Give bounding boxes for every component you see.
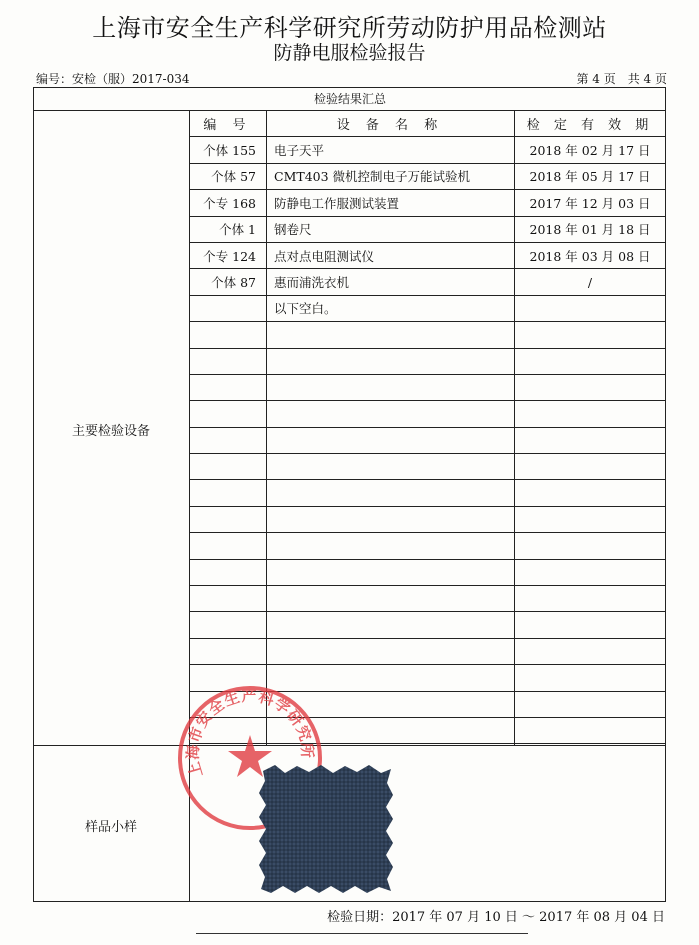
equipment-name xyxy=(266,560,514,585)
equipment-name xyxy=(266,586,514,611)
validity-date xyxy=(514,322,666,347)
table-row xyxy=(189,665,666,691)
equipment-name xyxy=(266,375,514,400)
equipment-number xyxy=(189,665,266,690)
equipment-number xyxy=(189,612,266,637)
equipment-name: 以下空白。 xyxy=(274,301,337,317)
table-row xyxy=(189,428,666,454)
table-row xyxy=(189,692,666,718)
validity-date xyxy=(514,349,666,374)
validity-date xyxy=(514,586,666,611)
equipment-name: 点对点电阻测试仪 xyxy=(274,248,375,264)
validity-date: 2017 年 12 月 03 日 xyxy=(529,195,651,211)
table-body xyxy=(189,137,666,744)
validity-date xyxy=(514,612,666,637)
equipment-name: 防静电工作服测试装置 xyxy=(274,195,400,211)
equipment-name xyxy=(266,480,514,505)
equipment-name xyxy=(266,692,514,717)
equipment-number: 个体 1 xyxy=(219,222,256,238)
bottom-rule xyxy=(196,933,528,934)
sample-section-label: 样品小样 xyxy=(84,820,137,835)
validity-date: / xyxy=(587,274,593,290)
table-row xyxy=(189,401,666,427)
equipment-name xyxy=(266,322,514,347)
equipment-table xyxy=(189,111,666,744)
equipment-number: 个专 124 xyxy=(203,248,256,264)
page-indicator xyxy=(564,70,667,87)
column-header-validity: 检 定 有 效 期 xyxy=(526,118,654,134)
validity-date xyxy=(514,639,666,664)
equipment-number xyxy=(189,322,266,347)
validity-date: 2018 年 02 月 17 日 xyxy=(529,143,651,159)
inspection-date: 检验日期：2017 年 07 月 10 日 ～ 2017 年 08 月 04 日 xyxy=(327,910,665,925)
equipment-name xyxy=(266,639,514,664)
table-row xyxy=(189,164,666,190)
table-header-row xyxy=(189,111,666,137)
validity-date xyxy=(514,428,666,453)
validity-date: 2018 年 05 月 17 日 xyxy=(529,169,651,185)
equipment-name: 惠而浦洗衣机 xyxy=(274,275,350,291)
table-row xyxy=(189,322,666,348)
equipment-number xyxy=(189,560,266,585)
table-row xyxy=(189,560,666,586)
equipment-number xyxy=(189,428,266,453)
table-row xyxy=(189,269,666,295)
document-title: 上海市安全生产科学研究所劳动防护用品检测站 xyxy=(92,14,607,42)
equipment-name xyxy=(266,533,514,558)
validity-date xyxy=(514,507,666,532)
equipment-number: 个体 57 xyxy=(211,169,256,185)
equipment-name xyxy=(266,401,514,426)
equipment-number xyxy=(189,454,266,479)
table-row xyxy=(189,612,666,638)
equipment-number: 个体 155 xyxy=(203,143,256,159)
validity-date xyxy=(514,533,666,558)
validity-date xyxy=(514,560,666,585)
table-row xyxy=(189,507,666,533)
validity-date xyxy=(514,718,666,743)
table-row xyxy=(189,349,666,375)
equipment-name xyxy=(266,612,514,637)
table-row xyxy=(189,217,666,243)
equipment-number xyxy=(189,349,266,374)
equipment-number xyxy=(189,296,266,321)
equipment-number xyxy=(189,533,266,558)
equipment-name xyxy=(266,454,514,479)
equipment-name: 钢卷尺 xyxy=(274,222,312,238)
equipment-name xyxy=(266,507,514,532)
table-row xyxy=(189,190,666,216)
table-row xyxy=(189,296,666,322)
equipment-name: 电子天平 xyxy=(274,143,325,159)
equipment-number xyxy=(189,507,266,532)
table-row xyxy=(189,480,666,506)
table-row xyxy=(189,243,666,269)
table-row xyxy=(189,375,666,401)
page-total: 共 4 页 xyxy=(627,72,667,86)
equipment-name xyxy=(266,665,514,690)
equipment-section-label: 主要检验设备 xyxy=(71,424,150,439)
validity-date xyxy=(514,296,666,321)
table-row xyxy=(189,718,666,744)
equipment-number xyxy=(189,692,266,717)
table-row xyxy=(189,137,666,163)
column-header-equipment-name: 设 备 名 称 xyxy=(336,118,444,134)
equipment-number: 个专 168 xyxy=(203,195,256,211)
validity-date xyxy=(514,375,666,400)
sample-section-divider xyxy=(34,745,666,746)
equipment-number xyxy=(189,586,266,611)
validity-date xyxy=(514,454,666,479)
validity-date xyxy=(514,692,666,717)
document-subtitle: 防静电服检验报告 xyxy=(273,42,426,64)
equipment-number xyxy=(189,718,266,743)
validity-date xyxy=(514,480,666,505)
equipment-number xyxy=(189,639,266,664)
fabric-sample-swatch xyxy=(257,763,395,895)
validity-date: 2018 年 03 月 08 日 xyxy=(529,248,651,264)
equipment-number xyxy=(189,401,266,426)
table-row xyxy=(189,533,666,559)
summary-title: 检验结果汇总 xyxy=(313,92,386,106)
page-number: 第 4 页 xyxy=(576,72,616,86)
table-row xyxy=(189,639,666,665)
equipment-name xyxy=(266,349,514,374)
equipment-name xyxy=(266,718,514,743)
seal-text: 上海市安全生产科学研究所 xyxy=(183,686,317,780)
equipment-number xyxy=(189,480,266,505)
equipment-name: CMT403 微机控制电子万能试验机 xyxy=(274,169,471,185)
validity-date xyxy=(514,401,666,426)
validity-date xyxy=(514,665,666,690)
table-row xyxy=(189,454,666,480)
column-header-number: 编 号 xyxy=(203,118,252,134)
table-row xyxy=(189,586,666,612)
equipment-name xyxy=(266,428,514,453)
validity-date: 2018 年 01 月 18 日 xyxy=(529,222,651,238)
equipment-number xyxy=(189,375,266,400)
report-number: 编号：安检（服）2017-034 xyxy=(36,72,190,86)
equipment-number: 个体 87 xyxy=(211,275,256,291)
